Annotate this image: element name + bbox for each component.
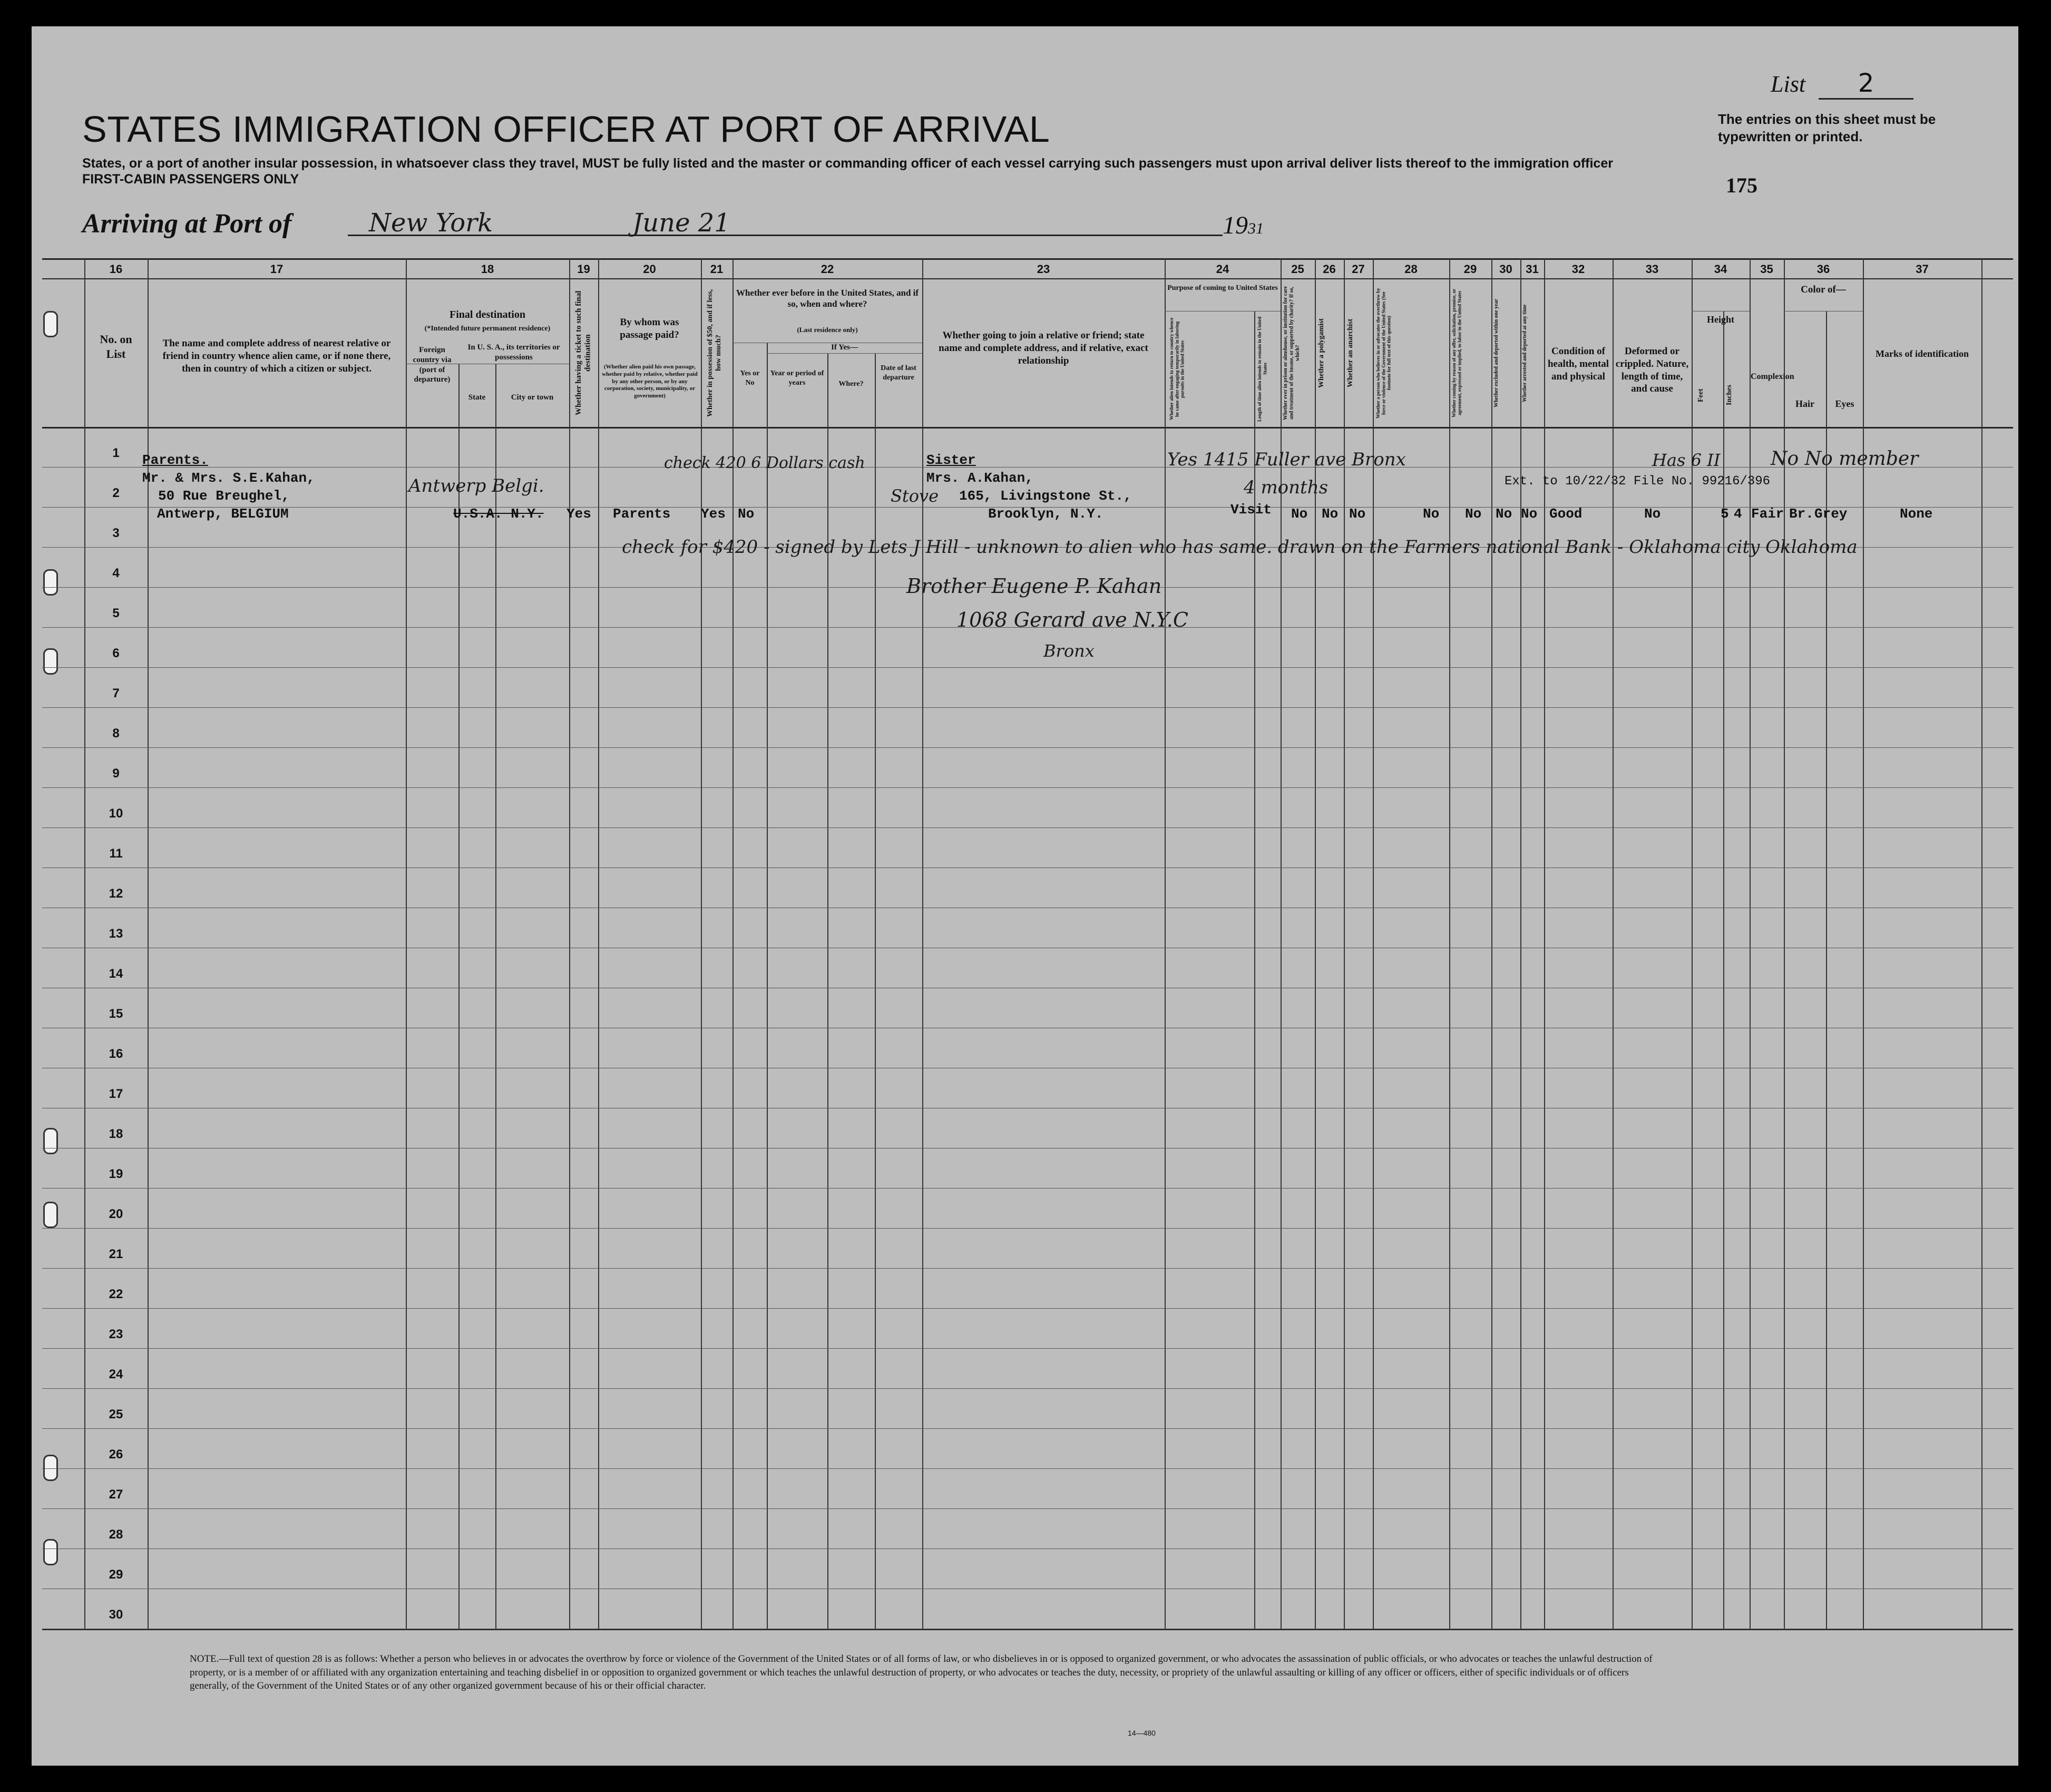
head-purpose: Purpose of coming to United States bbox=[1167, 284, 1278, 292]
grid-top-border bbox=[42, 258, 2013, 260]
port-value: New York bbox=[369, 208, 493, 238]
row-number: 5 bbox=[112, 606, 120, 620]
header-bottom-border bbox=[42, 427, 2013, 428]
sheet-number: 175 bbox=[1726, 173, 1757, 197]
eyes-value: Grey bbox=[1814, 506, 1848, 522]
c29-value: No bbox=[1465, 506, 1482, 522]
col-line bbox=[1750, 258, 1751, 1629]
health-value: Good bbox=[1549, 506, 1583, 522]
row-line bbox=[42, 1348, 2013, 1349]
join-line2: 165, Livingstone St., bbox=[959, 488, 1132, 504]
column-number: 26 bbox=[1323, 262, 1336, 276]
hand-join-prefix: Stove bbox=[891, 486, 939, 506]
row-number: 19 bbox=[109, 1167, 123, 1181]
column-number: 21 bbox=[710, 262, 724, 276]
purpose-value: Visit bbox=[1230, 502, 1272, 518]
head-in-usa: In U. S. A., its territories or possessions bbox=[467, 343, 560, 362]
column-number: 28 bbox=[1404, 262, 1418, 276]
row-number: 2 bbox=[112, 486, 120, 500]
head-where: Where? bbox=[838, 380, 864, 388]
c27-value: No bbox=[1349, 506, 1366, 522]
inches-value: 4 bbox=[1734, 506, 1742, 522]
marks-value: None bbox=[1900, 506, 1933, 522]
ever-before-value: No bbox=[738, 506, 755, 522]
hand-purpose: Yes 1415 Fuller ave Bronx bbox=[1167, 449, 1406, 470]
head-complexion: Complexion bbox=[1751, 372, 1794, 381]
column-number: 32 bbox=[1571, 262, 1585, 276]
hand-row2: check for $420 - signed by Lets J Hill - unknown to alien who has same. drawn on the Farmers national Bank - Oklahoma city Oklahoma bbox=[622, 537, 1858, 558]
col-line bbox=[1449, 258, 1450, 1629]
head-foreign-country: Foreign country via (port of departure) bbox=[413, 346, 452, 384]
row-line bbox=[42, 1188, 2013, 1189]
row-number: 3 bbox=[112, 526, 120, 540]
col-line bbox=[569, 258, 570, 1629]
column-number: 24 bbox=[1216, 262, 1229, 276]
column-number: 35 bbox=[1760, 262, 1773, 276]
row-number: 20 bbox=[109, 1207, 123, 1221]
column-number: 25 bbox=[1291, 262, 1304, 276]
head-date-last-departure: Date of last departure bbox=[881, 364, 916, 382]
head-yes-or-no: Yes or No bbox=[740, 369, 760, 387]
row-number: 29 bbox=[109, 1567, 123, 1582]
head-anarchist: Whether an anarchist bbox=[1346, 318, 1354, 388]
usa-state: U.S.A. N.Y. bbox=[453, 506, 544, 522]
row-number: 14 bbox=[109, 967, 123, 981]
head-fifty-dollars: Whether in possession of $50, and if less, how much? bbox=[706, 289, 723, 417]
column-number: 18 bbox=[481, 262, 494, 276]
column-number: 36 bbox=[1816, 262, 1830, 276]
row-line bbox=[42, 1508, 2013, 1509]
paid-by-value: Parents bbox=[613, 506, 671, 522]
hand-brother2: 1068 Gerard ave N.Y.C bbox=[956, 608, 1188, 631]
col-line bbox=[922, 258, 923, 1629]
list-label: List bbox=[1771, 71, 1806, 97]
manifest-grid bbox=[32, 258, 2018, 1639]
row-number: 6 bbox=[112, 646, 120, 660]
head-ticket: Whether having a ticket to such final destination bbox=[574, 290, 592, 416]
row-line bbox=[42, 1548, 2013, 1549]
row-line bbox=[42, 1308, 2013, 1309]
hand-length: 4 months bbox=[1244, 477, 1329, 498]
relative-line1: Mr. & Mrs. S.E.Kahan, bbox=[142, 470, 315, 486]
column-number: 27 bbox=[1352, 262, 1365, 276]
head-final-destination: Final destination bbox=[450, 309, 525, 320]
head-final-destination-sub: (*Intended future permanent residence) bbox=[424, 325, 551, 333]
head-hair: Hair bbox=[1795, 398, 1814, 409]
hand-has-ii: Has 6 II bbox=[1652, 450, 1721, 470]
head-color-of: Color of— bbox=[1801, 284, 1846, 295]
relative-line3: Antwerp, BELGIUM bbox=[157, 506, 289, 522]
manifest-page bbox=[32, 26, 2018, 1766]
row-number: 22 bbox=[109, 1287, 123, 1301]
row-number: 28 bbox=[109, 1527, 123, 1542]
deformed-value: No bbox=[1644, 506, 1661, 522]
subhead-line bbox=[767, 353, 922, 354]
typewritten-note: The entries on this sheet must be typewritten or printed. bbox=[1718, 111, 1936, 144]
col-line bbox=[458, 364, 460, 1629]
row-line bbox=[42, 1388, 2013, 1389]
row-number: 7 bbox=[112, 686, 120, 700]
head-marks: Marks of identification bbox=[1876, 348, 1969, 359]
relative-line2: 50 Rue Breughel, bbox=[158, 488, 290, 504]
column-number: 20 bbox=[643, 262, 656, 276]
column-number: 17 bbox=[270, 262, 284, 276]
subtitle bbox=[82, 155, 1663, 187]
hair-value: Br. bbox=[1789, 506, 1814, 522]
col-line bbox=[1981, 258, 1982, 1629]
row-number: 17 bbox=[109, 1087, 123, 1101]
head-joining-relative: Whether going to join a relative or friend; state name and complete address, and if relative, exact relationship bbox=[939, 330, 1148, 366]
head-if-yes: If Yes— bbox=[831, 343, 858, 352]
head-prison: Whether ever in prison or almshouse, or institution for care and treatment of the insane, or supported by charity? If so, which? bbox=[1283, 286, 1301, 420]
head-nearest-relative: The name and complete address of nearest relative or friend in country whence alien came, or if none there, then in country of which a citizen or subject. bbox=[162, 338, 391, 374]
col-line bbox=[495, 364, 496, 1629]
row-line bbox=[42, 667, 2013, 668]
row-number: 30 bbox=[109, 1608, 123, 1622]
row-number: 13 bbox=[109, 927, 123, 941]
feet-value: 5 bbox=[1721, 506, 1729, 522]
join-line3: Brooklyn, N.Y. bbox=[988, 506, 1103, 522]
row-line bbox=[42, 707, 2013, 708]
list-value: 2 bbox=[1819, 69, 1913, 100]
column-number: 30 bbox=[1499, 262, 1512, 276]
head-health: Condition of health, mental and physical bbox=[1547, 346, 1609, 382]
column-number: 22 bbox=[821, 262, 834, 276]
column-number: 23 bbox=[1037, 262, 1050, 276]
hand-marks: No No member bbox=[1771, 448, 1919, 470]
arriving-label: Arriving at Port of bbox=[82, 209, 292, 239]
column-number: 19 bbox=[577, 262, 590, 276]
row-number: 15 bbox=[109, 1007, 123, 1021]
c25-value: No bbox=[1291, 506, 1308, 522]
row-number: 24 bbox=[109, 1367, 123, 1381]
row-number: 9 bbox=[112, 766, 120, 781]
column-number-border bbox=[42, 278, 2013, 279]
c28-value: No bbox=[1423, 506, 1440, 522]
row-number: 26 bbox=[109, 1447, 123, 1462]
row-number: 1 bbox=[112, 446, 120, 460]
head-polygamist: Whether a polygamist bbox=[1317, 318, 1325, 388]
col-line bbox=[84, 258, 85, 1629]
col-line bbox=[406, 258, 407, 1629]
head-by-whom-sub: (Whether alien paid his own passage, whether paid by relative, whether paid by any other person, or by any corporation, society, municipality, or government) bbox=[602, 364, 698, 399]
column-number: 29 bbox=[1463, 262, 1477, 276]
row-number: 10 bbox=[109, 806, 123, 821]
col-line bbox=[1165, 258, 1166, 1629]
head-no-on-list: No. on List bbox=[100, 333, 132, 361]
row-number: 4 bbox=[112, 566, 120, 580]
head-state: State bbox=[468, 393, 486, 402]
subtitle-line2: FIRST-CABIN PASSENGERS ONLY bbox=[82, 172, 299, 187]
head-year-or-period: Year or period of years bbox=[770, 369, 824, 387]
col-line bbox=[598, 258, 599, 1629]
row-line bbox=[42, 747, 2013, 748]
head-ever-before-sub: (Last residence only) bbox=[797, 326, 858, 334]
row-number: 16 bbox=[109, 1047, 123, 1061]
column-number: 37 bbox=[1916, 262, 1929, 276]
ticket-value: Yes bbox=[567, 506, 591, 522]
row-number: 8 bbox=[112, 726, 120, 741]
row-number: 25 bbox=[109, 1407, 123, 1421]
row-number: 18 bbox=[109, 1127, 123, 1141]
complexion-value: Fair bbox=[1751, 506, 1784, 522]
c30-value: No bbox=[1496, 506, 1512, 522]
join-heading: Sister bbox=[926, 452, 976, 468]
row-line bbox=[42, 1428, 2013, 1429]
column-number: 34 bbox=[1714, 262, 1727, 276]
blank-underline bbox=[875, 235, 1223, 236]
hand-foreign-country: Antwerp Belgi. bbox=[408, 475, 544, 496]
list-number bbox=[1771, 69, 1913, 100]
row-line bbox=[42, 1228, 2013, 1229]
head-by-whom-paid: By whom was passage paid? bbox=[620, 317, 679, 340]
row-line bbox=[42, 1468, 2013, 1469]
row-line bbox=[42, 1268, 2013, 1269]
column-number: 31 bbox=[1526, 262, 1539, 276]
hand-brother3: Bronx bbox=[1043, 641, 1095, 661]
head-inches: Inches bbox=[1725, 385, 1733, 406]
form-number: 14—480 bbox=[1128, 1729, 1156, 1737]
subtitle-line1: States, or a port of another insular possession, in whatsoever class they travel, MUST be fully listed and the master or commanding officer of each vessel carrying such passengers must upon arrival deliver lists thereof to the immigration officer bbox=[82, 156, 1613, 171]
col-line bbox=[1520, 258, 1521, 1629]
year-suffix: 31 bbox=[1248, 220, 1264, 237]
row-line bbox=[42, 827, 2013, 828]
date-value: June 21 bbox=[632, 208, 730, 238]
col-line bbox=[1544, 258, 1545, 1629]
extension-note: Ext. to 10/22/32 File No. 99216/396 bbox=[1505, 474, 1771, 489]
join-line1: Mrs. A.Kahan, bbox=[926, 470, 1033, 486]
head-eyes: Eyes bbox=[1835, 398, 1854, 409]
head-feet: Feet bbox=[1697, 388, 1705, 402]
row-number: 12 bbox=[109, 887, 123, 901]
row-number: 21 bbox=[109, 1247, 123, 1261]
column-number: 16 bbox=[109, 262, 123, 276]
head-c28: Whether a person who believes in or advocates the overthrow by force or violence of the Government of the United States (See footnote for full text of this question) bbox=[1375, 288, 1392, 418]
head-c29: Whether coming by reason of any offer, solicitation, promise, or agreement, expressed or implied, to labor in the United States bbox=[1451, 288, 1462, 418]
year bbox=[1223, 211, 1264, 240]
row-line bbox=[42, 787, 2013, 788]
footnote: NOTE.—Full text of question 28 is as follows: Whether a person who believes in or advocates the overthrow by force or violence of the Government of the United States or of all forms of law, or who disbelieves in or is opposed to organized government, or who advocates the assassination of public officials, or who advocates or teaches the unlawful destruction of property, or is a member of or affiliated with any organization entertaining and teaching disbelief in or opposition to organized government or which teaches the unlawful destruction of property, or who advocates or teaches the duty, necessity, or propriety of the unlawful assaulting or killing of any officer or officers, either of specific individuals or of officers generally, of the Government of the United States or of any other organized government because of his or their official character. bbox=[190, 1653, 1653, 1692]
head-city-or-town: City or town bbox=[511, 393, 554, 402]
row-number: 23 bbox=[109, 1327, 123, 1341]
c26-value: No bbox=[1322, 506, 1339, 522]
head-deformed: Deformed or crippled. Nature, length of time, and cause bbox=[1615, 346, 1689, 395]
head-purpose-return: Whether alien intends to return to country whence he came after engaging temporarily in laboring pursuits in the United States bbox=[1169, 317, 1185, 421]
hand-brother1: Brother Eugene P. Kahan bbox=[906, 574, 1162, 598]
hand-money: check 420 6 Dollars cash bbox=[664, 454, 865, 472]
row-number: 27 bbox=[109, 1487, 123, 1502]
page-title: STATES IMMIGRATION OFFICER AT PORT OF ARRIVAL bbox=[82, 109, 1050, 150]
head-ever-before: Whether ever before in the United States, and if so, when and where? bbox=[736, 288, 919, 309]
year-prefix: 19 bbox=[1223, 211, 1248, 239]
relative-heading: Parents. bbox=[142, 452, 208, 468]
column-number: 33 bbox=[1645, 262, 1659, 276]
money-typed: Yes bbox=[701, 506, 726, 522]
head-height: Height bbox=[1707, 314, 1734, 325]
c31-value: No bbox=[1521, 506, 1538, 522]
col-line bbox=[1613, 258, 1614, 1629]
head-purpose-length: Length of time alien intends to remain in the United States bbox=[1257, 316, 1268, 422]
row-number: 11 bbox=[109, 846, 123, 861]
head-c30: Whether excluded and deported within one year bbox=[1493, 299, 1499, 407]
col-line bbox=[1491, 258, 1492, 1629]
head-c31: Whether arrested and deported at any time bbox=[1522, 304, 1528, 402]
